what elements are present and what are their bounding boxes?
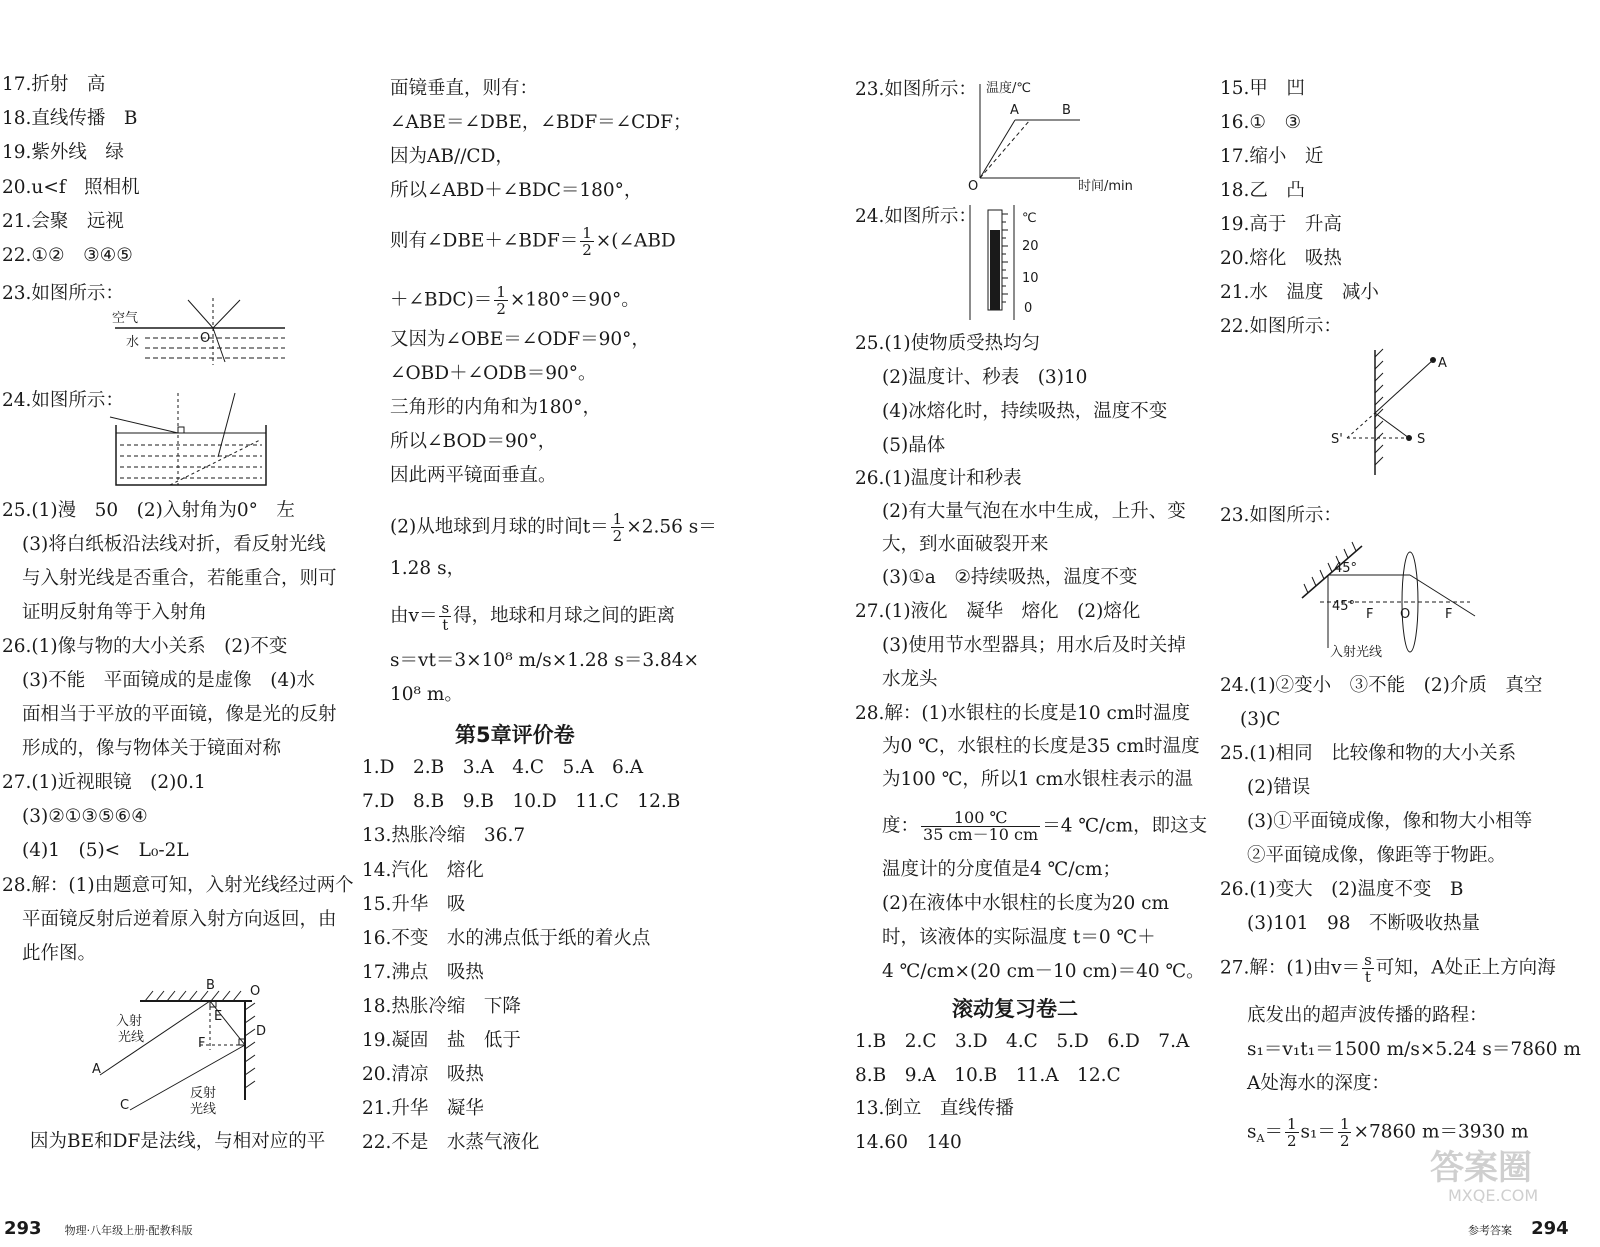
answer-line: 23.如图所示： [855, 79, 977, 100]
answer-line: 23.如图所示： [1220, 505, 1342, 526]
answer-line: (3)将白纸板沿法线对折，看反射光线 [22, 534, 326, 555]
footer-left [4, 1218, 193, 1239]
answer-line: 18.乙 凸 [1220, 180, 1305, 201]
label-angle-bottom: 45° [1332, 599, 1356, 614]
answer-line: 此作图。 [22, 943, 97, 964]
tick-10: 10 [1022, 271, 1039, 286]
answer-line: 24.(1)②变小 ③不能 (2)介质 真空 [1220, 675, 1543, 696]
answer-line: 温度计的分度值是4 ℃/cm； [882, 859, 1121, 880]
label-f-left: F [1366, 607, 1374, 622]
answer-line: 19.高于 升高 [1220, 214, 1342, 235]
page-number-left: 293 [4, 1218, 42, 1239]
answer-line: (3)①a ②持续吸热，温度不变 [882, 567, 1138, 588]
tick-20: 20 [1022, 239, 1039, 254]
answer-line: ∠ABE＝∠DBE，∠BDF＝∠CDF； [390, 112, 692, 133]
answer-line: 27.(1)液化 凝华 熔化 (2)熔化 [855, 601, 1141, 622]
answer-line [1220, 952, 1556, 985]
answer-line: 1.28 s， [390, 558, 466, 579]
numerator: 1 [612, 510, 623, 528]
fraction-half [1338, 1116, 1352, 1149]
footer-book-title: 物理·八年级上册·配教科版 [64, 1224, 193, 1237]
fraction-temperature [921, 810, 1040, 843]
answer-line: ②平面镜成像，像距等于物距。 [1247, 845, 1507, 866]
two-mirror-diagram [90, 975, 290, 1125]
answer-line: 面镜垂直，则有： [390, 78, 539, 99]
text: (2)从地球到月球的时间t＝ [390, 516, 609, 538]
denominator: 2 [1339, 1132, 1350, 1150]
fraction-half [580, 225, 594, 258]
answer-line: 17.缩小 近 [1220, 146, 1324, 167]
answer-line: 20.熔化 吸热 [1220, 248, 1342, 269]
text: 得，地球和月球之间的距离 [453, 605, 676, 627]
answer-line: 26.(1)像与物的大小关系 (2)不变 [2, 636, 288, 657]
lens-mirror-diagram [1300, 538, 1500, 663]
answer-line: (2)有大量气泡在水中生成，上升、变 [882, 501, 1186, 522]
answer-line: 证明反射角等于入射角 [22, 602, 208, 623]
answer-line: 21.水 温度 减小 [1220, 282, 1379, 303]
label-b: B [1062, 103, 1071, 118]
thermometer-diagram [962, 200, 1052, 325]
answer-line: 水龙头 [882, 669, 938, 690]
denominator: t [1364, 968, 1371, 986]
text: 度： [882, 815, 920, 837]
answer-line: 23.如图所示： [2, 283, 124, 304]
answer-line: 大，到水面破裂开来 [882, 534, 1049, 555]
label-c: C [120, 1098, 130, 1113]
label-ray2: 光线 [190, 1102, 217, 1117]
label-e: E [214, 1009, 223, 1024]
label-o: O [250, 984, 261, 999]
text: s₁＝ [1300, 1121, 1336, 1143]
text: ×180°＝90°。 [509, 289, 640, 311]
section-title: 滚动复习卷二 [952, 997, 1078, 1021]
answer-line: 21.会聚 远视 [2, 211, 124, 232]
label-f-right: F [1445, 607, 1453, 622]
temperature-time-graph [960, 78, 1150, 198]
denominator: 35 cm－10 cm [923, 825, 1039, 844]
numerator: s [441, 599, 450, 617]
answer-line: 因为AB//CD， [390, 146, 514, 167]
label-angle-top: 45° [1334, 561, 1358, 576]
answer-line: 所以∠BOD＝90°， [390, 431, 557, 452]
answer-line: 24.如图所示： [2, 390, 124, 411]
answer-line: 20.u<f 照相机 [2, 177, 140, 198]
answer-line: 22.①② ③④⑤ [2, 245, 133, 266]
text: s [1247, 1121, 1257, 1143]
label-temp-axis: 温度/℃ [986, 81, 1031, 96]
text: ＝ [1264, 1121, 1283, 1143]
answer-line: 因为BE和DF是法线，与相对应的平 [30, 1131, 326, 1152]
fraction-half [494, 284, 508, 317]
fraction-s-over-t [439, 600, 451, 633]
answer-line: (4)1 (5)< L₀-2L [22, 840, 189, 861]
answer-line: 26.(1)温度计和秒表 [855, 468, 1022, 489]
answer-line: 28.解：(1)由题意可知，入射光线经过两个 [2, 875, 354, 896]
answer-line: 又因为∠OBE＝∠ODF＝90°， [390, 329, 650, 350]
label-a: A [1438, 356, 1447, 371]
subscript: A [1256, 1132, 1265, 1146]
mirror-image-diagram [1325, 345, 1455, 480]
watermark-logo: 答案圈 [1430, 1148, 1532, 1188]
fraction-s-over-t [1362, 952, 1374, 985]
answer-line: 平面镜反射后逆着原入射方向返回，由 [22, 909, 337, 930]
answer-line: 28.解：(1)水银柱的长度是10 cm时温度 [855, 703, 1190, 724]
answer-line: (3)不能 平面镜成的是虚像 (4)水 [22, 670, 315, 691]
page-number-right: 294 [1531, 1218, 1569, 1239]
answer-line: (2)温度计、秒表 (3)10 [882, 367, 1088, 388]
tank-reflection-diagram [110, 385, 275, 490]
answer-line: 15.升华 吸 [362, 894, 466, 915]
refraction-diagram [100, 290, 300, 375]
label-s: S [1417, 432, 1426, 447]
answer-line: 25.(1)使物质受热均匀 [855, 333, 1041, 354]
answer-line: 4 ℃/cm×(20 cm－10 cm)＝40 ℃。 [882, 961, 1205, 982]
answer-line: 24.如图所示： [855, 206, 977, 227]
answer-line: (5)晶体 [882, 435, 946, 456]
answer-line: s＝vt＝3×10⁸ m/s×1.28 s＝3.84× [390, 650, 700, 671]
denominator: 2 [1286, 1132, 1297, 1150]
answer-line: A处海水的深度： [1247, 1073, 1390, 1094]
tick-0: 0 [1024, 301, 1033, 316]
numerator: 100 ℃ [921, 810, 1040, 827]
answer-line: (3)②①③⑤⑥④ [22, 806, 148, 827]
label-air: 空气 [112, 311, 139, 326]
answer-line: 13.热胀冷缩 36.7 [362, 825, 526, 846]
denominator: 2 [612, 527, 623, 545]
answer-line: 为100 ℃，所以1 cm水银柱表示的温 [882, 769, 1193, 790]
answer-line: 时，该液体的实际温度 t＝0 ℃＋ [882, 927, 1156, 948]
label-celsius: ℃ [1022, 211, 1037, 226]
answer-line [390, 511, 717, 544]
answer-line: (3)①平面镜成像，像和物大小相等 [1247, 811, 1533, 832]
answer-line: 面相当于平放的平面镜，像是光的反射 [22, 704, 337, 725]
answer-line: 14.汽化 熔化 [362, 860, 484, 881]
answer-line: 18.直线传播 B [2, 108, 138, 129]
label-f: F [198, 1036, 206, 1051]
answer-line: (2)在液体中水银柱的长度为20 cm [882, 893, 1170, 914]
numerator: s [1364, 951, 1372, 969]
denominator: t [442, 616, 449, 634]
numerator: 1 [1339, 1115, 1350, 1133]
text: 可知，A处正上方向海 [1375, 957, 1556, 979]
answer-line: 因此两平镜面垂直。 [390, 465, 557, 486]
answer-line: (4)冰熔化时，持续吸热，温度不变 [882, 401, 1168, 422]
answer-line [390, 284, 640, 317]
answer-line: (3)C [1240, 709, 1281, 730]
answer-line: 与入射光线是否重合，若能重合，则可 [22, 568, 337, 589]
fraction-half [1285, 1116, 1299, 1149]
text: 则有∠DBE＋∠BDF＝ [390, 230, 579, 252]
answer-line: 18.热胀冷缩 下降 [362, 996, 521, 1017]
label-b: B [206, 978, 215, 993]
answer-line: 25.(1)漫 50 (2)入射角为0° 左 [2, 500, 295, 521]
answer-line: (3)使用节水型器具；用水后及时关掉 [882, 635, 1186, 656]
answer-line: 20.清凉 吸热 [362, 1064, 484, 1085]
answer-line: (2)错误 [1247, 777, 1311, 798]
label-ray: 光线 [118, 1030, 145, 1045]
answer-line: 10⁸ m。 [390, 684, 463, 705]
answer-line: 21.升华 凝华 [362, 1098, 484, 1119]
fraction-half [611, 511, 625, 544]
watermark-url: MXQE.COM [1448, 1186, 1539, 1205]
answer-line [390, 600, 675, 633]
answer-line: 15.甲 凹 [1220, 78, 1305, 99]
answer-line: 1.B 2.C 3.D 4.C 5.D 6.D 7.A [855, 1031, 1190, 1052]
answer-line: 16.① ③ [1220, 112, 1302, 133]
text: 27.解：(1)由v＝ [1220, 957, 1361, 979]
label-d: D [256, 1024, 267, 1039]
answer-line: 8.B 9.A 10.B 11.A 12.C [855, 1065, 1121, 1086]
denominator: 2 [496, 300, 506, 318]
answer-line: 1.D 2.B 3.A 4.C 5.A 6.A [362, 757, 644, 778]
denominator: 2 [582, 241, 592, 259]
label-incident-ray: 入射光线 [1330, 645, 1383, 660]
answer-line: 26.(1)变大 (2)温度不变 B [1220, 879, 1464, 900]
label-o: O [968, 179, 979, 194]
answer-line [390, 225, 676, 258]
label-incident: 入射 [116, 1014, 143, 1029]
answer-line: 为0 ℃，水银柱的长度是35 cm时温度 [882, 736, 1200, 757]
answer-line: 22.不是 水蒸气液化 [362, 1132, 540, 1153]
answer-line: 19.凝固 盐 低于 [362, 1030, 521, 1051]
text: ×7860 m＝3930 m [1353, 1121, 1529, 1143]
answer-line: 底发出的超声波传播的路程： [1247, 1005, 1488, 1026]
text: ＋∠BDC)＝ [390, 289, 493, 311]
text: ＝4 ℃/cm，即这支 [1042, 815, 1208, 837]
answer-line: 7.D 8.B 9.B 10.D 11.C 12.B [362, 791, 681, 812]
section-title: 第5章评价卷 [455, 723, 575, 747]
answer-line: ∠OBD＋∠ODB＝90°。 [390, 363, 597, 384]
answer-line: 17.折射 高 [2, 74, 106, 95]
answer-line: 19.紫外线 绿 [2, 142, 124, 163]
numerator: 1 [1286, 1115, 1297, 1133]
answer-line: s₁＝v₁t₁＝1500 m/s×5.24 s＝7860 m [1247, 1039, 1581, 1060]
label-a: A [92, 1062, 101, 1077]
answer-line: 16.不变 水的沸点低于纸的着火点 [362, 928, 651, 949]
footer-section: 参考答案 [1468, 1224, 1512, 1237]
label-o: O [1400, 607, 1411, 622]
numerator: 1 [582, 224, 592, 242]
label-a: A [1010, 103, 1019, 118]
text: ×2.56 s＝ [626, 516, 717, 538]
label-o: O [200, 331, 211, 346]
text: ×(∠ABD [595, 230, 676, 252]
answer-line: 三角形的内角和为180°， [390, 397, 602, 418]
label-s-prime: S' [1331, 432, 1343, 447]
answer-line: 27.(1)近视眼镜 (2)0.1 [2, 772, 206, 793]
label-water: 水 [126, 335, 140, 350]
answer-line: 22.如图所示： [1220, 316, 1342, 337]
answer-line: 14.60 140 [855, 1132, 962, 1153]
answer-line: 25.(1)相同 比较像和物的大小关系 [1220, 743, 1517, 764]
text: 由v＝ [390, 605, 438, 627]
label-reflected: 反射 [190, 1086, 217, 1101]
answer-line: (3)101 98 不断吸收热量 [1247, 913, 1481, 934]
answer-line: 17.沸点 吸热 [362, 962, 484, 983]
numerator: 1 [496, 283, 506, 301]
answer-line: 形成的，像与物体关于镜面对称 [22, 738, 282, 759]
answer-line: 所以∠ABD＋∠BDC＝180°， [390, 180, 643, 201]
footer-right [1468, 1218, 1569, 1239]
answer-line: 13.倒立 直线传播 [855, 1098, 1014, 1119]
answer-line [882, 810, 1207, 843]
label-time-axis: 时间/min [1078, 179, 1133, 194]
